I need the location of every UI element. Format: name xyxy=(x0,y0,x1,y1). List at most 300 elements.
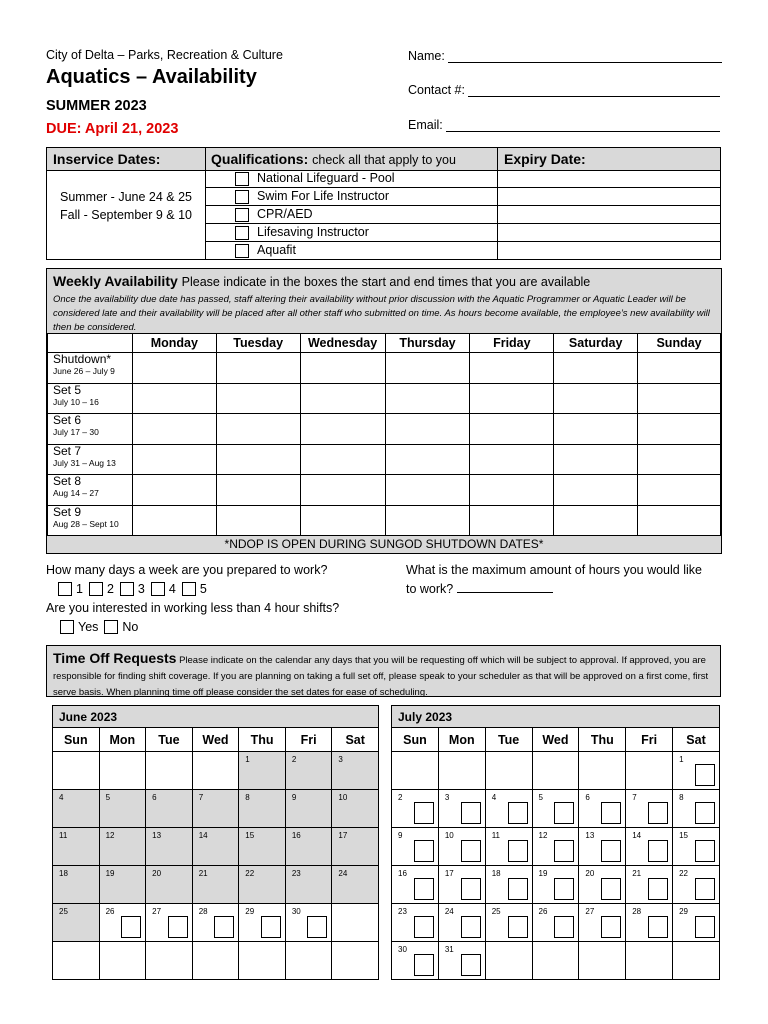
qualification-label: Lifesaving Instructor xyxy=(257,225,369,239)
weekday-header: Tue xyxy=(485,728,532,752)
calendar-day-cell[interactable] xyxy=(579,866,626,904)
set-dates: Aug 28 – Sept 10 xyxy=(53,518,119,529)
calendar-day-cell xyxy=(332,790,379,828)
calendar-week-row xyxy=(392,942,720,980)
calendar-week-row xyxy=(392,752,720,790)
qualification-checkbox[interactable] xyxy=(235,190,249,204)
set-name: Set 7 xyxy=(53,443,82,458)
calendar-day-cell xyxy=(99,790,146,828)
day-off-checkbox[interactable] xyxy=(168,916,188,938)
inservice-date-summer: Summer - June 24 & 25 xyxy=(59,190,192,204)
days-option[interactable] xyxy=(89,582,114,596)
qualification-label: CPR/AED xyxy=(257,207,313,221)
set-dates: July 17 – 30 xyxy=(53,427,99,438)
weekly-instruction: Please indicate in the boxes the start and end times that you are available xyxy=(181,275,591,289)
calendar-day-cell xyxy=(99,752,146,790)
calendar-day-cell xyxy=(332,942,379,980)
contact-field[interactable] xyxy=(468,82,720,97)
calendar-day-cell xyxy=(285,790,332,828)
availability-cell-friday[interactable] xyxy=(470,505,554,536)
days-checkbox[interactable] xyxy=(120,582,134,596)
day-number: 14 xyxy=(632,831,642,840)
day-number: 6 xyxy=(152,793,157,802)
weekday-header: Sat xyxy=(673,728,720,752)
calendar-day-cell xyxy=(53,904,100,942)
days-checkbox[interactable] xyxy=(58,582,72,596)
short-shift-checkbox[interactable] xyxy=(104,620,118,634)
day-number: 20 xyxy=(152,869,162,878)
days-checkbox[interactable] xyxy=(182,582,196,596)
availability-header-row xyxy=(48,334,721,353)
time-off-instructions: Please indicate on the calendar any days that you will be requesting off which will be subject to approval. If approved, you are responsible for finding shift coverage. If you are planning on taking a full set off, please speak to your scheduler as that will be approved on a first come, first serve basis. When planning time off please consider the set dates for ease of scheduling. xyxy=(53,655,709,698)
set-column-header xyxy=(48,334,133,353)
email-line xyxy=(408,117,720,132)
calendar-day-cell[interactable] xyxy=(239,904,286,942)
weekday-header: Sat xyxy=(332,728,379,752)
set-dates: Aug 14 – 27 xyxy=(53,488,99,499)
availability-cell-friday[interactable] xyxy=(470,475,554,506)
qualification-checkbox[interactable] xyxy=(235,208,249,222)
calendar-day-cell xyxy=(53,790,100,828)
calendar-day-cell[interactable] xyxy=(99,904,146,942)
calendar-day-cell[interactable] xyxy=(485,866,532,904)
set-dates: July 10 – 16 xyxy=(53,396,99,407)
availability-cell-thursday[interactable] xyxy=(385,475,470,506)
day-off-checkbox[interactable] xyxy=(601,802,621,824)
calendar-day-cell[interactable] xyxy=(485,790,532,828)
availability-cell-wednesday[interactable] xyxy=(300,505,385,536)
availability-row xyxy=(48,444,721,475)
qualification-label: Aquafit xyxy=(257,243,296,257)
availability-row xyxy=(48,505,721,536)
calendar-day-cell[interactable] xyxy=(285,904,332,942)
day-number: 19 xyxy=(105,869,115,878)
qualification-label: National Lifeguard - Pool xyxy=(257,171,395,185)
availability-cell-monday[interactable] xyxy=(132,353,216,384)
calendar-week-row xyxy=(392,866,720,904)
day-off-checkbox[interactable] xyxy=(554,802,574,824)
availability-cell-sunday[interactable] xyxy=(638,444,721,475)
calendar-day-cell xyxy=(332,866,379,904)
day-off-checkbox[interactable] xyxy=(261,916,281,938)
weekday-header: Fri xyxy=(626,728,673,752)
day-number: 23 xyxy=(291,869,301,878)
day-off-checkbox[interactable] xyxy=(695,916,715,938)
day-number: 28 xyxy=(632,907,642,916)
day-number: 15 xyxy=(679,831,688,840)
day-off-checkbox[interactable] xyxy=(461,916,481,938)
day-number: 2 xyxy=(398,793,403,802)
day-off-checkbox[interactable] xyxy=(414,916,434,938)
calendar-day-cell xyxy=(438,752,485,790)
calendar-day-cell[interactable] xyxy=(532,904,579,942)
day-number: 23 xyxy=(398,907,407,916)
day-number: 14 xyxy=(198,831,208,840)
short-shifts-options xyxy=(60,620,144,634)
availability-cell-saturday[interactable] xyxy=(554,475,638,506)
day-header-wednesday: Wednesday xyxy=(300,334,385,353)
availability-cell-friday[interactable] xyxy=(470,414,554,445)
weekday-header: Wed xyxy=(192,728,239,752)
availability-cell-monday[interactable] xyxy=(132,444,216,475)
availability-cell-saturday[interactable] xyxy=(554,383,638,414)
availability-cell-tuesday[interactable] xyxy=(216,383,300,414)
day-number: 9 xyxy=(291,793,297,802)
weekly-availability-section xyxy=(46,268,722,554)
calendar-day-cell xyxy=(99,866,146,904)
day-off-checkbox[interactable] xyxy=(601,916,621,938)
day-number: 29 xyxy=(245,907,255,916)
calendar-day-cell[interactable] xyxy=(626,904,673,942)
calendar-day-cell[interactable] xyxy=(146,904,193,942)
qualification-checkbox[interactable] xyxy=(235,226,249,240)
days-option-label: 2 xyxy=(106,582,114,596)
day-number: 27 xyxy=(585,907,595,916)
availability-cell-tuesday[interactable] xyxy=(216,444,300,475)
max-hours-question-line1: What is the maximum amount of hours you would like xyxy=(406,563,702,577)
days-option[interactable] xyxy=(151,582,176,596)
day-number: 18 xyxy=(491,869,501,878)
calendar-day-cell xyxy=(53,828,100,866)
days-checkbox[interactable] xyxy=(151,582,165,596)
calendar-july-2023 xyxy=(391,705,720,980)
day-number: 11 xyxy=(491,831,500,840)
availability-cell-friday[interactable] xyxy=(470,444,554,475)
availability-cell-wednesday[interactable] xyxy=(300,444,385,475)
calendar-day-cell xyxy=(285,752,332,790)
weekday-header: Fri xyxy=(285,728,332,752)
availability-cell-thursday[interactable] xyxy=(385,505,470,536)
calendar-day-cell xyxy=(532,752,579,790)
calendar-day-cell xyxy=(146,790,193,828)
days-per-week-options xyxy=(58,582,213,596)
calendar-day-cell xyxy=(285,828,332,866)
availability-cell-monday[interactable] xyxy=(132,383,216,414)
calendar-day-cell[interactable] xyxy=(626,866,673,904)
calendar-day-cell xyxy=(485,942,532,980)
day-off-checkbox[interactable] xyxy=(508,840,528,862)
calendar-day-cell[interactable] xyxy=(626,828,673,866)
calendar-day-cell[interactable] xyxy=(392,904,439,942)
qualification-label: Swim For Life Instructor xyxy=(257,189,389,203)
day-number: 5 xyxy=(105,793,111,802)
day-off-checkbox[interactable] xyxy=(508,802,528,824)
days-option-label: 1 xyxy=(76,582,83,596)
day-number: 12 xyxy=(105,831,115,840)
qualification-row xyxy=(205,242,721,260)
availability-cell-wednesday[interactable] xyxy=(300,353,385,384)
calendar-day-cell[interactable] xyxy=(438,828,485,866)
day-number: 6 xyxy=(585,793,590,802)
availability-policy-note: Once the availability due date has passed, staff altering their availability without prior discussion with the Aquatic Programmer or Aquatic Leader will be considered late and their availability will be placed after all other staff who submitted on time. As hours become available, the employee’s new availability will then be considered. xyxy=(53,294,710,333)
due-date: DUE: April 21, 2023 xyxy=(46,121,179,137)
availability-cell-monday[interactable] xyxy=(132,475,216,506)
calendar-day-cell xyxy=(532,942,579,980)
availability-cell-tuesday[interactable] xyxy=(216,353,300,384)
weekly-availability-heading: Weekly Availability Please indicate in the boxes the start and end times that you are available xyxy=(53,273,591,289)
availability-row xyxy=(48,383,721,414)
day-number: 24 xyxy=(444,907,454,916)
day-number: 8 xyxy=(679,793,684,802)
availability-cell-saturday[interactable] xyxy=(554,444,638,475)
availability-cell-wednesday[interactable] xyxy=(300,414,385,445)
calendar-month-title: July 2023 xyxy=(392,706,720,728)
calendar-day-cell xyxy=(579,752,626,790)
weekday-header: Sun xyxy=(53,728,100,752)
calendar-day-cell[interactable] xyxy=(673,828,720,866)
form-title: Aquatics – Availability xyxy=(46,66,257,88)
calendar-day-cell xyxy=(285,866,332,904)
calendar-day-cell xyxy=(192,752,239,790)
availability-cell-thursday[interactable] xyxy=(385,353,470,384)
day-header-tuesday: Tuesday xyxy=(216,334,300,353)
availability-cell-saturday[interactable] xyxy=(554,414,638,445)
day-number: 26 xyxy=(105,907,115,916)
day-number: 19 xyxy=(538,869,548,878)
calendar-day-cell xyxy=(626,752,673,790)
calendar-week-row xyxy=(53,790,379,828)
availability-cell-tuesday[interactable] xyxy=(216,414,300,445)
day-off-checkbox[interactable] xyxy=(461,878,481,900)
calendar-day-cell[interactable] xyxy=(532,828,579,866)
day-off-checkbox[interactable] xyxy=(554,878,574,900)
availability-cell-tuesday[interactable] xyxy=(216,475,300,506)
availability-cell-tuesday[interactable] xyxy=(216,505,300,536)
day-off-checkbox[interactable] xyxy=(121,916,141,938)
availability-row xyxy=(48,414,721,445)
calendar-day-cell[interactable] xyxy=(192,904,239,942)
set-name: Set 5 xyxy=(53,382,82,397)
day-number: 1 xyxy=(245,755,250,764)
day-number: 11 xyxy=(59,831,68,840)
calendar-day-cell xyxy=(239,790,286,828)
calendar-day-cell[interactable] xyxy=(673,790,720,828)
day-header-monday: Monday xyxy=(132,334,216,353)
day-off-checkbox[interactable] xyxy=(508,878,528,900)
calendar-day-cell xyxy=(99,828,146,866)
day-number: 25 xyxy=(491,907,501,916)
calendar-day-cell[interactable] xyxy=(485,828,532,866)
day-number: 13 xyxy=(585,831,595,840)
availability-cell-thursday[interactable] xyxy=(385,444,470,475)
calendar-day-cell xyxy=(146,942,193,980)
availability-cell-monday[interactable] xyxy=(132,505,216,536)
calendar-day-cell[interactable] xyxy=(438,866,485,904)
calendar-day-cell xyxy=(239,942,286,980)
calendar-day-cell[interactable] xyxy=(485,904,532,942)
availability-cell-friday[interactable] xyxy=(470,383,554,414)
day-number: 27 xyxy=(152,907,162,916)
days-option-label: 4 xyxy=(168,582,176,596)
day-number: 4 xyxy=(491,793,497,802)
day-off-checkbox[interactable] xyxy=(695,764,715,786)
availability-cell-sunday[interactable] xyxy=(638,414,721,445)
weekday-header: Wed xyxy=(532,728,579,752)
days-option[interactable] xyxy=(58,582,83,596)
name-field[interactable] xyxy=(448,48,722,63)
availability-table xyxy=(47,333,721,537)
short-shift-option-label: Yes xyxy=(78,620,99,634)
qualification-checkbox[interactable] xyxy=(235,244,249,258)
calendar-day-cell[interactable] xyxy=(579,828,626,866)
short-shift-option[interactable] xyxy=(104,620,138,634)
calendar-day-cell[interactable] xyxy=(673,752,720,790)
day-number: 21 xyxy=(632,869,642,878)
day-header-friday: Friday xyxy=(470,334,554,353)
calendar-day-cell xyxy=(99,942,146,980)
time-off-section xyxy=(46,645,721,697)
days-checkbox[interactable] xyxy=(89,582,103,596)
calendar-day-cell xyxy=(146,752,193,790)
availability-cell-saturday[interactable] xyxy=(554,505,638,536)
day-number: 10 xyxy=(444,831,454,840)
calendar-day-cell xyxy=(146,866,193,904)
set-name: Set 6 xyxy=(53,413,82,428)
calendar-day-cell[interactable] xyxy=(532,866,579,904)
qualification-row xyxy=(205,170,721,188)
day-number: 9 xyxy=(398,831,403,840)
email-label: Email: xyxy=(408,118,443,132)
day-number: 15 xyxy=(245,831,255,840)
day-off-checkbox[interactable] xyxy=(554,840,574,862)
calendar-week-row xyxy=(392,790,720,828)
day-off-checkbox[interactable] xyxy=(461,954,481,976)
availability-cell-monday[interactable] xyxy=(132,414,216,445)
calendar-day-cell xyxy=(239,828,286,866)
qualifications-note: check all that apply to you xyxy=(312,153,456,167)
day-number: 22 xyxy=(245,869,255,878)
availability-cell-sunday[interactable] xyxy=(638,505,721,536)
calendar-day-cell xyxy=(53,866,100,904)
day-off-checkbox[interactable] xyxy=(601,840,621,862)
availability-row xyxy=(48,475,721,506)
day-number: 16 xyxy=(291,831,301,840)
days-option[interactable] xyxy=(120,582,145,596)
availability-cell-saturday[interactable] xyxy=(554,353,638,384)
day-number: 16 xyxy=(398,869,407,878)
short-shift-checkbox[interactable] xyxy=(60,620,74,634)
day-off-checkbox[interactable] xyxy=(414,878,434,900)
calendar-week-row xyxy=(53,942,379,980)
inservice-dates-heading: Inservice Dates: xyxy=(53,151,161,167)
qualifications-heading: Qualifications: check all that apply to you xyxy=(211,151,456,167)
calendar-day-cell xyxy=(332,828,379,866)
availability-row xyxy=(48,353,721,384)
day-off-checkbox[interactable] xyxy=(214,916,234,938)
email-field[interactable] xyxy=(446,117,720,132)
day-header-sunday: Sunday xyxy=(638,334,721,353)
day-off-checkbox[interactable] xyxy=(695,840,715,862)
qualification-checkbox[interactable] xyxy=(235,172,249,186)
day-number: 17 xyxy=(338,831,348,840)
calendar-june-2023 xyxy=(52,705,379,980)
calendar-day-cell[interactable] xyxy=(579,790,626,828)
max-hours-field[interactable] xyxy=(457,582,553,593)
availability-cell-sunday[interactable] xyxy=(638,383,721,414)
day-number: 13 xyxy=(152,831,162,840)
days-option-label: 5 xyxy=(199,582,207,596)
day-off-checkbox[interactable] xyxy=(414,840,434,862)
availability-cell-wednesday[interactable] xyxy=(300,383,385,414)
calendar-day-cell[interactable] xyxy=(438,904,485,942)
availability-cell-wednesday[interactable] xyxy=(300,475,385,506)
day-off-checkbox[interactable] xyxy=(648,878,668,900)
calendar-day-cell xyxy=(332,904,379,942)
time-off-heading: Time Off Requests xyxy=(53,650,177,666)
calendar-day-cell xyxy=(146,828,193,866)
calendar-day-cell[interactable] xyxy=(579,904,626,942)
contact-label: Contact #: xyxy=(408,83,465,97)
availability-cell-sunday[interactable] xyxy=(638,353,721,384)
calendar-day-cell xyxy=(192,866,239,904)
calendar-day-cell[interactable] xyxy=(438,942,485,980)
calendar-day-cell[interactable] xyxy=(438,790,485,828)
weekday-header: Mon xyxy=(99,728,146,752)
qualification-row xyxy=(205,188,721,206)
day-number: 5 xyxy=(538,793,543,802)
availability-cell-friday[interactable] xyxy=(470,353,554,384)
calendar-day-cell xyxy=(392,752,439,790)
calendar-day-cell xyxy=(626,942,673,980)
availability-cell-thursday[interactable] xyxy=(385,414,470,445)
day-number: 30 xyxy=(398,945,407,954)
day-number: 22 xyxy=(679,869,688,878)
day-off-checkbox[interactable] xyxy=(648,802,668,824)
calendar-day-cell[interactable] xyxy=(392,942,439,980)
short-shift-option[interactable] xyxy=(60,620,98,634)
calendar-day-cell xyxy=(239,866,286,904)
inservice-qualifications-section xyxy=(46,147,721,260)
day-off-checkbox[interactable] xyxy=(648,840,668,862)
day-number: 29 xyxy=(679,907,688,916)
set-name: Set 9 xyxy=(53,504,82,519)
calendar-week-row xyxy=(392,828,720,866)
calendar-day-cell[interactable] xyxy=(532,790,579,828)
day-number: 18 xyxy=(59,869,68,878)
calendar-day-cell xyxy=(673,942,720,980)
availability-cell-sunday[interactable] xyxy=(638,475,721,506)
day-off-checkbox[interactable] xyxy=(461,840,481,862)
day-off-checkbox[interactable] xyxy=(695,802,715,824)
calendar-day-cell[interactable] xyxy=(392,828,439,866)
calendar-day-cell[interactable] xyxy=(392,790,439,828)
day-number: 7 xyxy=(198,793,204,802)
day-off-checkbox[interactable] xyxy=(414,954,434,976)
availability-cell-thursday[interactable] xyxy=(385,383,470,414)
calendar-day-cell xyxy=(239,752,286,790)
day-off-checkbox[interactable] xyxy=(307,916,327,938)
day-off-checkbox[interactable] xyxy=(695,878,715,900)
day-off-checkbox[interactable] xyxy=(461,802,481,824)
day-off-checkbox[interactable] xyxy=(414,802,434,824)
calendar-day-cell[interactable] xyxy=(673,904,720,942)
calendar-day-cell[interactable] xyxy=(392,866,439,904)
day-off-checkbox[interactable] xyxy=(648,916,668,938)
calendar-week-row xyxy=(392,904,720,942)
day-off-checkbox[interactable] xyxy=(508,916,528,938)
weekday-header: Thu xyxy=(579,728,626,752)
calendar-day-cell xyxy=(192,942,239,980)
day-number: 8 xyxy=(245,793,250,802)
name-label: Name: xyxy=(408,49,445,63)
day-off-checkbox[interactable] xyxy=(601,878,621,900)
calendar-day-cell[interactable] xyxy=(673,866,720,904)
set-label-cell xyxy=(48,383,133,414)
days-option[interactable] xyxy=(182,582,207,596)
set-name: Shutdown* xyxy=(53,352,112,366)
calendar-day-cell[interactable] xyxy=(626,790,673,828)
day-off-checkbox[interactable] xyxy=(554,916,574,938)
